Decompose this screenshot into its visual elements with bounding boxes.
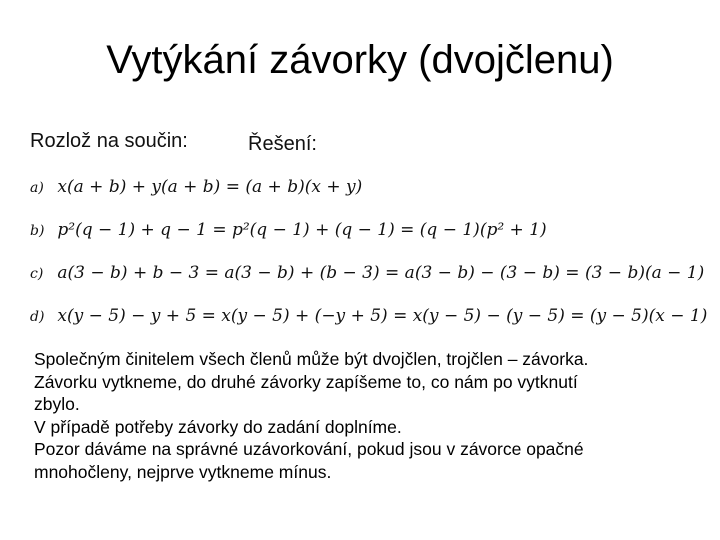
explanation-text [34,348,704,483]
exercise-letter: b) [30,223,45,239]
exercise-row-a [30,177,710,197]
note-line: Pozor dáváme na správné uzávorkování, pokud jsou v závorce opačné [34,439,584,459]
exercise-expression: p²(q − 1) + q − 1 = p²(q − 1) + (q − 1) = (q − 1)(p² + 1) [57,220,547,240]
exercise-expression: a(3 − b) + b − 3 = a(3 − b) + (b − 3) = a(3 − b) − (3 − b) = (3 − b)(a − 1) [57,263,705,283]
note-line: Společným činitelem všech členů může být dvojčlen, trojčlen – závorka. [34,349,589,369]
exercise-letter: a) [30,180,44,196]
exercise-row-d [30,306,710,326]
exercise-expression: x(a + b) + y(a + b) = (a + b)(x + y) [57,177,363,197]
exercise-expression: x(y − 5) − y + 5 = x(y − 5) + (−y + 5) = x(y − 5) − (y − 5) = (y − 5)(x − 1) [57,306,708,326]
task-label: Rozlož na součin: [30,130,188,152]
note-line: zbylo. [34,394,80,414]
exercise-letter: c) [30,266,44,282]
solution-label: Řešení: [248,133,317,155]
note-line: mnohočleny, nejprve vytkneme mínus. [34,461,332,482]
slide-title: Vytýkání závorky (dvojčlenu) [106,38,614,82]
exercise-row-c [30,263,710,283]
exercise-letter: d) [30,309,45,325]
note-line: V případě potřeby závorky do zadání doplníme. [34,416,402,437]
exercise-row-b [30,220,710,240]
note-line: Závorku vytkneme, do druhé závorky zapíšeme to, co nám po vytknutí [34,371,578,392]
